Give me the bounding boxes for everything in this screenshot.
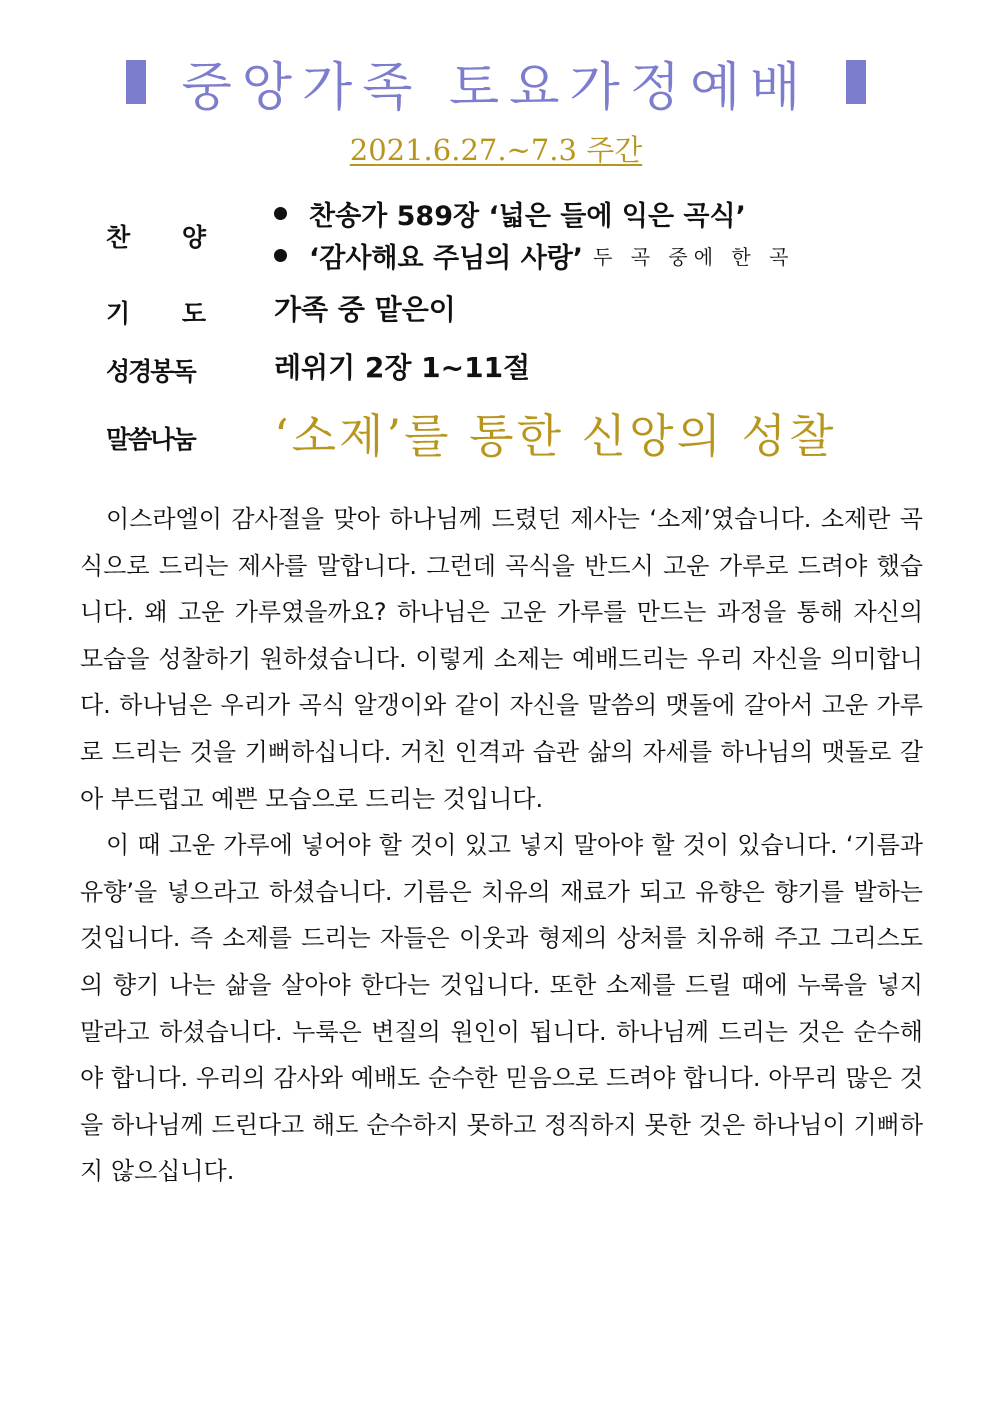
prayer-value: 가족 중 맡은이: [274, 293, 456, 326]
hymn-list: [274, 192, 794, 276]
left-accent-bar: [126, 60, 146, 104]
bullet-icon: [274, 207, 287, 220]
reading-label: 성경봉독: [106, 357, 195, 386]
prayer-label-char-1: 기: [106, 299, 131, 328]
right-accent-bar: [846, 60, 866, 104]
body-paragraph-2: 이 때 고운 가루에 넣어야 할 것이 있고 넣지 말아야 할 것이 있습니다. ‘기름과 유향’을 넣으라고 하셨습니다. 기름은 치유의 재료가 되고 유향은 향기를 발하는 것입니다. 즉 소제를 드리는 자들은 이웃과 형제의 상처를 치유해 주고 그리스도의 향기 나는 삶을 살아야 한다는 것입니다. 또한 소제를 드릴 때에 누룩을 넣지 말라고 하셨습니다. 누룩은 변질의 원인이 됩니다. 하나님께 드리는 것은 순수해야 합니다. 우리의 감사와 예배도 순수한 믿음으로 드려야 합니다. 아무리 많은 것을 하나님께 드린다고 해도 순수하지 못하고 정직하지 못한 것은 하나님이 기뻐하지 않으십니다.: [80, 831, 923, 1186]
prayer-label: [106, 294, 206, 330]
prayer-label-char-2: 도: [181, 299, 206, 328]
reading-value: 레위기 2장 1~11절: [274, 351, 531, 384]
page-header: [0, 42, 992, 122]
praise-label-char-1: 찬: [106, 223, 131, 252]
praise-label: [106, 218, 206, 254]
page-title: 중앙가족 토요가정예배: [181, 57, 811, 118]
week-date: 2021.6.27.~7.3 주간: [349, 133, 643, 167]
bullet-icon: [274, 249, 287, 262]
hymn-1-text: 찬송가 589장 ‘넓은 들에 익은 곡식’: [309, 200, 746, 232]
date-line: [0, 128, 992, 169]
sermon-body: [80, 496, 923, 1195]
hymn-item-1: [274, 192, 794, 234]
praise-label-char-2: 양: [181, 223, 206, 252]
hymn-item-2: [274, 234, 794, 276]
hymn-note: 두 곡 중에 한 곡: [593, 244, 795, 269]
sermon-title: ‘소제’를 통한 신앙의 성찰: [274, 409, 837, 463]
sermon-label: 말씀나눔: [106, 425, 195, 454]
body-paragraph-1: 이스라엘이 감사절을 맞아 하나님께 드렸던 제사는 ‘소제’였습니다. 소제란 곡식으로 드리는 제사를 말합니다. 그런데 곡식을 반드시 고운 가루로 드려야 했습니다. 왜 고운 가루였을까요? 하나님은 고운 가루를 만드는 과정을 통해 자신의 모습을 성찰하기 원하셨습니다. 이렇게 소제는 예배드리는 우리 자신을 의미합니다. 하나님은 우리가 곡식 알갱이와 같이 자신을 말씀의 맷돌에 갈아서 고운 가루로 드리는 것을 기뻐하십니다. 거친 인격과 습관 삶의 자세를 하나님의 맷돌로 갈아 부드럽고 예쁜 모습으로 드리는 것입니다.: [80, 505, 923, 813]
hymn-2-text: ‘감사해요 주님의 사랑’: [309, 242, 584, 274]
